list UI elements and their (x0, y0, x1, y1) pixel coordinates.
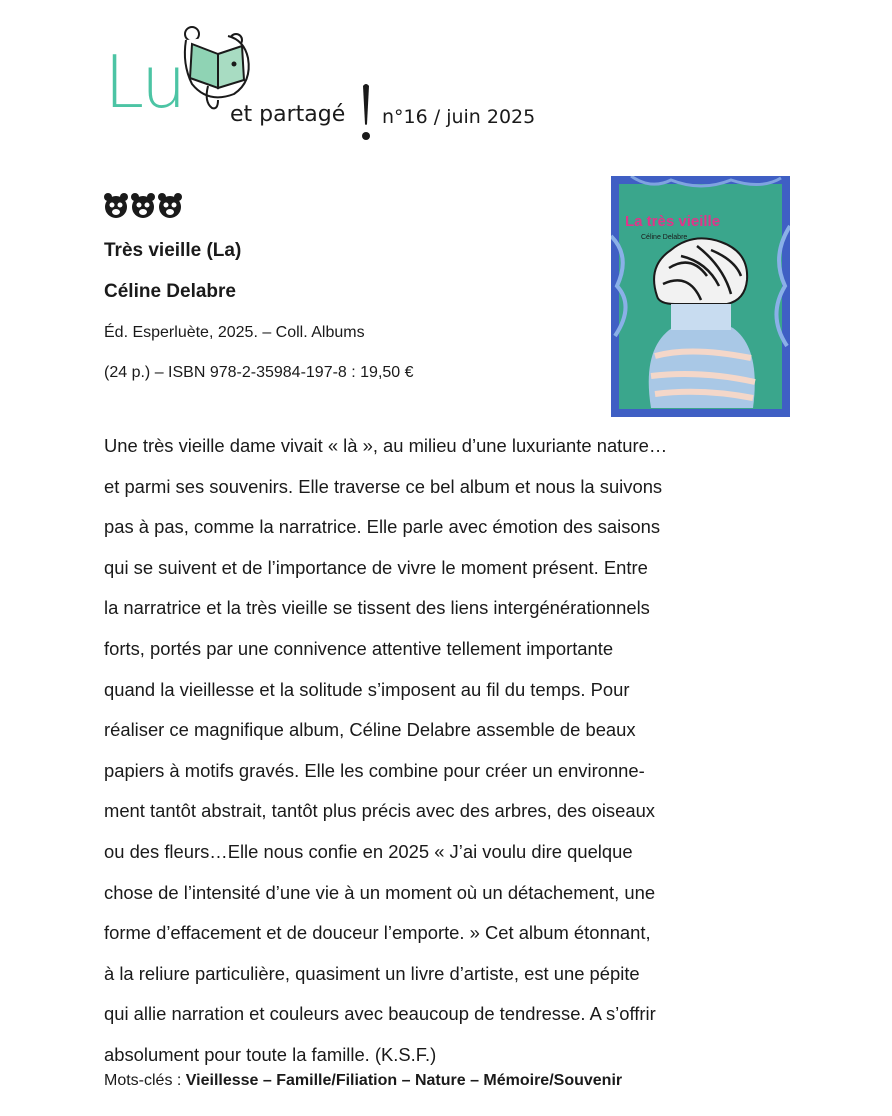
keywords-values: Vieillesse – Famille/Filiation – Nature – Mémoire/Souvenir (185, 1072, 623, 1089)
bear-head-icon (104, 193, 128, 218)
book-cover (611, 176, 790, 417)
review-line: ment tantôt abstrait, tantôt plus précis avec des arbres, des oiseaux (104, 800, 655, 822)
review-line: absolument pour toute la famille. (K.S.F.) (104, 1043, 437, 1065)
review-line: réaliser ce magnifique album, Céline Delabre assemble de beaux (104, 719, 636, 741)
rating-bears (104, 192, 184, 220)
book-title: Très vieille (La) (104, 240, 242, 261)
review-line: ou des fleurs…Elle nous confie en 2025 « J’ai voulu dire quelque (104, 840, 633, 862)
review-line: forme d’effacement et de douceur l’emporte. » Cet album étonnant, (104, 922, 651, 944)
cover-title: La très vieille (625, 213, 721, 230)
exclamation-icon (360, 82, 372, 142)
logo-wordmark: Lu (104, 40, 185, 124)
bear-head-icon (158, 193, 182, 218)
review-line: à la reliure particulière, quasiment un livre d’artiste, est une pépite (104, 962, 640, 984)
book-details-line: (24 p.) – ISBN 978-2-35984-197-8 : 19,50 € (104, 364, 414, 381)
review-text (104, 426, 794, 1076)
logo-tagline: et partagé (230, 102, 346, 127)
publisher-line: Éd. Esperluète, 2025. – Coll. Albums (104, 324, 365, 341)
review-line: quand la vieillesse et la solitude s’imposent au fil du temps. Pour (104, 678, 630, 700)
issue-number: n°16 / juin 2025 (382, 106, 536, 128)
review-line: qui se suivent et de l’importance de vivre le moment présent. Entre (104, 556, 648, 578)
review-line: papiers à motifs gravés. Elle les combine pour créer un environne- (104, 759, 645, 781)
book-author: Céline Delabre (104, 281, 236, 302)
review-line: et parmi ses souvenirs. Elle traverse ce bel album et nous la suivons (104, 475, 663, 497)
review-line: Une très vieille dame vivait « là », au milieu d’une luxuriante nature… (104, 435, 668, 456)
keywords (104, 1072, 622, 1090)
bear-head-icon (131, 193, 155, 218)
masthead (104, 24, 624, 148)
review-line: pas à pas, comme la narratrice. Elle parle avec émotion des saisons (104, 516, 661, 538)
cover-author: Céline Delabre (641, 234, 688, 241)
review-line: forts, portés par une connivence attentive tellement importante (104, 637, 614, 659)
review-line: qui allie narration et couleurs avec beaucoup de tendresse. A s’offrir (104, 1003, 656, 1025)
review-line: chose de l’intensité d’une vie à un moment où un détachement, une (104, 881, 656, 903)
keywords-label: Mots-clés : (104, 1072, 186, 1089)
reading-bear-icon (178, 24, 258, 114)
review-line: la narratrice et la très vieille se tissent des liens intergénérationnels (104, 597, 650, 619)
